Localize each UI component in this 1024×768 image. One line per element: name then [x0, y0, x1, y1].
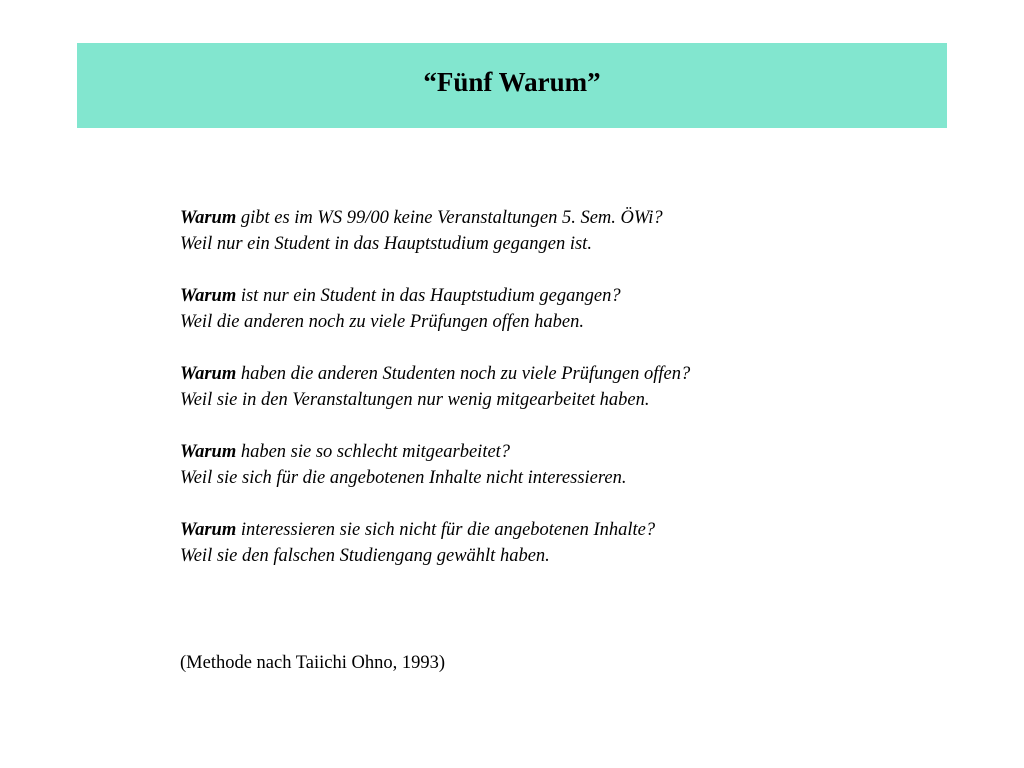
qa-block-1 — [180, 205, 960, 257]
qa-block-3 — [180, 361, 960, 413]
answer-line: Weil sie in den Veranstaltungen nur wenig mitgearbeitet haben. — [180, 390, 650, 410]
question-answer-list — [180, 205, 960, 595]
answer-line: Weil sie den falschen Studiengang gewählt haben. — [180, 546, 550, 566]
question-text: gibt es im WS 99/00 keine Veranstaltungen 5. Sem. ÖWi? — [240, 208, 663, 228]
question-line — [180, 517, 960, 543]
keyword-warum: Warum — [180, 442, 237, 462]
title-banner — [77, 43, 947, 128]
answer-line: Weil die anderen noch zu viele Prüfungen offen haben. — [180, 312, 584, 332]
citation: (Methode nach Taiichi Ohno, 1993) — [180, 653, 446, 673]
qa-block-2 — [180, 283, 960, 335]
qa-block-4 — [180, 439, 960, 491]
keyword-warum: Warum — [180, 364, 237, 384]
question-text: interessieren sie sich nicht für die angebotenen Inhalte? — [240, 520, 656, 540]
keyword-warum: Warum — [180, 520, 237, 540]
question-text: haben die anderen Studenten noch zu viele Prüfungen offen? — [240, 364, 691, 384]
question-line — [180, 439, 960, 465]
keyword-warum: Warum — [180, 286, 237, 306]
keyword-warum: Warum — [180, 208, 237, 228]
qa-block-5 — [180, 517, 960, 569]
slide-title: “Fünf Warum” — [423, 67, 601, 97]
question-text: ist nur ein Student in das Hauptstudium gegangen? — [240, 286, 621, 306]
question-line — [180, 361, 960, 387]
question-line — [180, 283, 960, 309]
question-text: haben sie so schlecht mitgearbeitet? — [240, 442, 511, 462]
question-line — [180, 205, 960, 231]
answer-line: Weil sie sich für die angebotenen Inhalte nicht interessieren. — [180, 468, 627, 488]
answer-line: Weil nur ein Student in das Hauptstudium gegangen ist. — [180, 234, 592, 254]
